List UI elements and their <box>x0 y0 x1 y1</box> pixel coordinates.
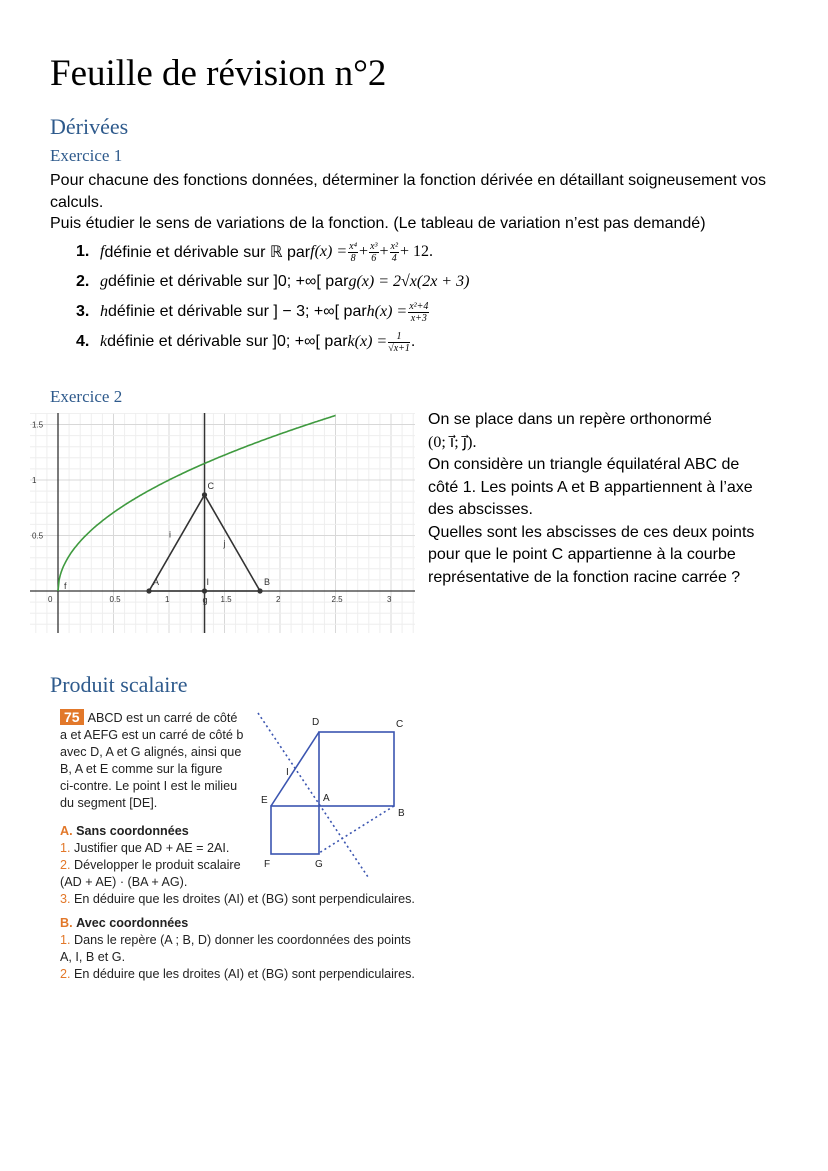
label-g: G <box>315 859 323 870</box>
exercise75-statement: 75 ABCD est un carré de côté a et AEFG est un carré de côté b avec D, A et G alignés, ainsi que B, A et E comme sur la figure ci-contre. Le point I est le milieu du segment [DE]. <box>60 709 244 810</box>
section-heading-produit-scalaire: Produit scalaire <box>50 672 188 697</box>
square-abcd <box>319 732 394 806</box>
sqrt-graph <box>30 413 415 633</box>
text-line: Quelles sont les abscisses de ces deux points <box>428 523 755 541</box>
label-b: B <box>264 577 271 587</box>
y-tick-label: 1.5 <box>32 420 44 430</box>
label-f: f <box>64 581 67 591</box>
intro-line2: Puis étudier le sens de variations de la fonction. (Le tableau de variation n’est pas demandé) <box>50 215 706 232</box>
label-b: B <box>398 808 405 819</box>
x-tick-label: 3 <box>387 595 392 604</box>
text-line: des abscisses. <box>428 501 533 518</box>
section-heading-derivees: Dérivées <box>50 114 129 139</box>
label-a: A <box>323 793 330 804</box>
label-i: I <box>286 767 289 778</box>
page-title: Feuille de révision n°2 <box>50 53 387 94</box>
label-a: A <box>153 577 160 587</box>
point <box>202 492 207 497</box>
x-tick-label: 0 <box>48 595 53 604</box>
exercise75-questions: A. Sans coordonnées 1. Justifier que AD + AE = 2AI. 2. Développer le produit scalaire (AD + AE) · (BA + AG). 3. En déduire que les droites (AI) et (BG) sont perpendiculaires. B. Avec coordonnées 1. Dans le repère (A ; B, D) donner les coordonnées des points A, I, B et G. 2. En déduire que les droites (AI) et (BG) sont perpendiculaires. <box>60 824 415 981</box>
text-line: côté 1. Les points A et B appartiennent à l’axe <box>428 478 753 496</box>
label-d: D <box>312 717 320 728</box>
y-tick-label: 0.5 <box>32 531 44 541</box>
label-i: I <box>206 577 210 587</box>
y-tick-label: 1 <box>32 476 37 485</box>
x-tick-label: 2.5 <box>331 595 343 604</box>
sqrt-curve <box>58 416 336 592</box>
list-item: 2. g définie et dérivable sur ]0; +∞[ par g(x) = 2√x(2x + 3) <box>76 273 470 290</box>
label-c: C <box>207 480 215 491</box>
x-tick-label: 2 <box>276 595 281 604</box>
x-tick-label: 1.5 <box>220 595 232 604</box>
exercise1-list <box>76 237 469 357</box>
text-line: On se place dans un repère orthonormé <box>428 411 712 428</box>
point <box>146 588 151 593</box>
exercise-number-badge: 75 <box>60 709 84 725</box>
intro-line1: Pour chacune des fonctions données, déterminer la fonction dérivée en détaillant soigneusement vos calculs. <box>50 172 767 211</box>
label-c: C <box>396 719 404 730</box>
line-ai <box>258 713 368 877</box>
squares-figure <box>250 705 420 885</box>
x-tick-label: 1 <box>165 595 170 604</box>
label-g: g <box>202 595 208 605</box>
label-f: F <box>264 859 271 870</box>
square-aefg <box>271 806 319 854</box>
point <box>202 588 207 593</box>
line-bg <box>319 806 394 853</box>
list-item: 4. k définie et dérivable sur ]0; +∞[ par k(x) = $\frac{1}{√x+1}$ . <box>76 330 416 354</box>
exercise2-text <box>428 409 788 589</box>
list-item: 3. h définie et dérivable sur ] − 3; +∞[ par h(x) = $\frac{\text{x²+4}}{x+3}$ <box>76 300 429 324</box>
point <box>257 588 262 593</box>
text-line: représentative de la fonction racine carrée ? <box>428 568 741 586</box>
exercise1-heading: Exercice 1 <box>50 146 123 165</box>
list-item: 1. f définie et dérivable sur ℝ par f(x) = $\frac{\text{x⁴}}{8}$ + $\frac{\text{x³}}{6}$ + $\frac{\text{x²}}{4}$ + 12. <box>76 240 434 264</box>
exercise1-intro <box>50 170 780 235</box>
exercise2-heading: Exercice 2 <box>50 387 123 406</box>
text-line: (0; ı⃗; ȷ⃗). <box>428 433 477 451</box>
label-side-i: i <box>169 529 171 540</box>
text-line: On considère un triangle équilatéral ABC de <box>428 456 740 473</box>
x-tick-label: 0.5 <box>109 595 121 604</box>
label-e: E <box>261 795 268 806</box>
text-line: pour que le point C appartienne à la courbe <box>428 546 736 563</box>
label-side-j: j <box>223 538 226 549</box>
